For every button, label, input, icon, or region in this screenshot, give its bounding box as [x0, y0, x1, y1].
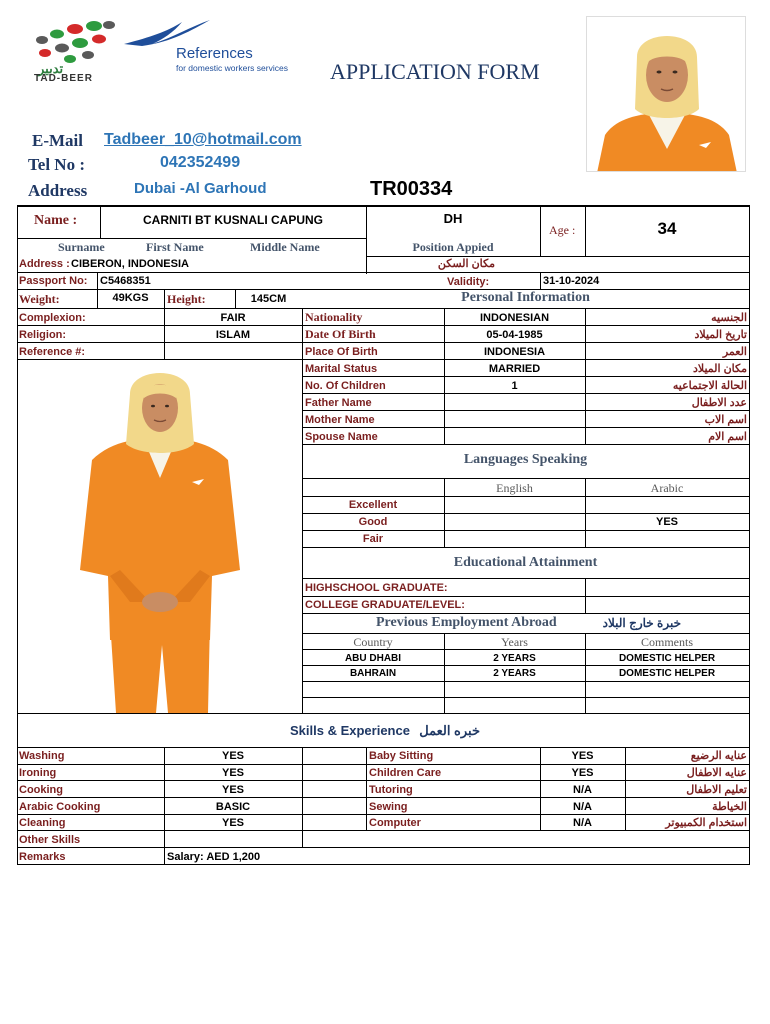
passport-label: Passport No:	[19, 275, 88, 287]
email-label: E-Mail	[32, 131, 83, 150]
skill-babysitting-ar: عنايه الرضيع	[690, 750, 747, 762]
age-value: 34	[657, 219, 677, 238]
remarks-label: Remarks	[19, 851, 66, 863]
surname-label: Surname	[58, 240, 105, 254]
tel-value: 042352499	[160, 154, 241, 171]
skill-childcare-label: Children Care	[369, 767, 442, 779]
skills-title: Skills & Experience	[290, 723, 410, 738]
skill-babysitting-value: YES	[571, 750, 594, 762]
education-highschool: HIGHSCHOOL GRADUATE:	[305, 582, 448, 594]
other-skills-label: Other Skills	[19, 834, 81, 846]
skill-tutoring-value: N/A	[573, 784, 592, 796]
complexion-value: FAIR	[220, 312, 246, 324]
employment-years: 2 YEARS	[493, 668, 536, 679]
employment-years: 2 YEARS	[493, 653, 536, 664]
weight-label: Weight:	[19, 292, 60, 306]
name-label: Name :	[34, 213, 78, 228]
position-value: DH	[443, 211, 463, 226]
spouse-ar: اسم الام	[708, 431, 747, 443]
children-ar: الحالة الاجتماعيه	[672, 380, 747, 392]
skill-arabic-cooking-label: Arabic Cooking	[19, 801, 101, 813]
employment-comment: DOMESTIC HELPER	[618, 668, 716, 679]
skill-ironing-value: YES	[221, 767, 244, 779]
mother-label: Mother Name	[305, 414, 375, 426]
marital-ar: مكان الميلاد	[692, 363, 747, 375]
skill-childcare-value: YES	[571, 767, 594, 779]
skill-tutoring-ar: تعليم الاطفال	[686, 784, 747, 796]
nationality-value: INDONESIAN	[479, 312, 550, 324]
religion-label: Religion:	[19, 329, 67, 341]
page-title: APPLICATION FORM	[330, 59, 540, 84]
tel-label: Tel No :	[28, 155, 85, 174]
bird-icon	[122, 18, 212, 48]
education-title: Educational Attainment	[453, 555, 598, 570]
marital-value: MARRIED	[488, 363, 541, 375]
address-value: Dubai -Al Garhoud	[134, 180, 267, 197]
skill-sewing-ar: الخياطة	[712, 801, 747, 813]
reference-label: Reference #:	[19, 346, 86, 358]
languages-title: Languages Speaking	[463, 452, 588, 467]
spouse-label: Spouse Name	[305, 431, 378, 443]
skill-washing-label: Washing	[19, 750, 65, 762]
person-portrait-icon	[587, 17, 746, 172]
skill-ironing-label: Ironing	[19, 767, 57, 779]
father-ar: عدد الاطفال	[691, 397, 747, 409]
lang-level-good: Good	[358, 516, 388, 528]
birthplace-value: INDONESIA	[483, 346, 546, 358]
remarks-value: Salary: AED 1,200	[167, 851, 261, 863]
employment-comment: DOMESTIC HELPER	[618, 653, 716, 664]
skill-sewing-label: Sewing	[369, 801, 408, 813]
employment-years-header: Years	[501, 635, 528, 649]
height-label: Height:	[167, 292, 206, 306]
skill-arabic-cooking-value: BASIC	[215, 801, 251, 813]
fullbody-photo	[70, 370, 250, 713]
skill-computer-ar: استخدام الكمبيوتر	[665, 817, 747, 829]
tadbeer-text: TAD-BEER	[34, 73, 93, 84]
personal-info-title: Personal Information	[461, 290, 590, 305]
dob-label: Date Of Birth	[305, 327, 376, 341]
dob-ar: تاريخ الميلاد	[694, 329, 747, 341]
person-fullbody-icon	[70, 370, 250, 713]
tadbeer-logo	[30, 16, 125, 84]
lang-good-arabic: YES	[655, 516, 678, 528]
children-label: No. Of Children	[305, 380, 386, 392]
skill-computer-label: Computer	[369, 817, 421, 829]
birthplace-ar: العمر	[722, 346, 747, 358]
reference-code: TR00334	[370, 178, 453, 200]
employment-comments-header: Comments	[640, 635, 693, 649]
lang-arabic-header: Arabic	[650, 481, 684, 495]
employment-country: ABU DHABI	[344, 653, 402, 664]
skill-cooking-value: YES	[221, 784, 244, 796]
address-row-label: Address :	[19, 258, 70, 270]
middle-name-label: Middle Name	[250, 240, 320, 254]
tadbeer-dots-icon	[30, 16, 125, 66]
mother-ar: اسم الاب	[704, 414, 747, 426]
references-sub: for domestic workers services	[176, 63, 288, 73]
complexion-label: Complexion:	[19, 312, 86, 324]
birthplace-label: Place Of Birth	[305, 346, 378, 358]
skills-title-ar: خبره العمل	[419, 723, 480, 738]
education-college: COLLEGE GRADUATE/LEVEL:	[305, 599, 465, 611]
position-label: Position Appied	[412, 240, 494, 254]
employment-country-header: Country	[353, 635, 393, 649]
religion-value: ISLAM	[215, 329, 251, 341]
skill-babysitting-label: Baby Sitting	[369, 750, 434, 762]
lang-level-fair: Fair	[362, 533, 384, 545]
employment-country: BAHRAIN	[349, 668, 397, 679]
validity-value: 31-10-2024	[543, 275, 600, 287]
children-value: 1	[511, 380, 518, 392]
first-name-label: First Name	[146, 240, 204, 254]
skill-washing-value: YES	[221, 750, 244, 762]
residence-arabic: مكان السكن	[437, 258, 495, 270]
references-title: References	[176, 45, 253, 62]
portrait-photo-small	[586, 16, 746, 172]
passport-value: C5468351	[100, 275, 151, 287]
dob-value: 05-04-1985	[486, 329, 543, 341]
name-value: CARNITI BT KUSNALI CAPUNG	[143, 213, 323, 227]
marital-label: Marital Status	[305, 363, 378, 375]
skill-cooking-label: Cooking	[19, 784, 63, 796]
skill-computer-value: N/A	[573, 817, 592, 829]
height-value: 145CM	[250, 293, 287, 305]
skill-sewing-value: N/A	[573, 801, 592, 813]
employment-title-ar: خبرة خارج البلاد	[602, 616, 681, 630]
email-value[interactable]: Tadbeer_10@hotmail.com	[104, 131, 302, 148]
age-label: Age :	[549, 223, 576, 237]
skill-childcare-ar: عنايه الاطفال	[686, 767, 747, 779]
tadbeer-arabic: تدبير	[38, 61, 64, 76]
skill-tutoring-label: Tutoring	[369, 784, 413, 796]
father-label: Father Name	[305, 397, 372, 409]
skill-cleaning-label: Cleaning	[19, 817, 66, 829]
address-label: Address	[28, 181, 88, 200]
nationality-ar: الجنسيه	[711, 312, 747, 324]
address-row-value: CIBERON, INDONESIA	[71, 258, 189, 270]
validity-label: Validity:	[447, 276, 490, 288]
references-logo	[122, 18, 307, 78]
weight-value: 49KGS	[112, 292, 149, 304]
employment-title: Previous Employment Abroad	[376, 615, 557, 630]
lang-level-excellent: Excellent	[348, 499, 398, 511]
lang-english-header: English	[496, 481, 533, 495]
nationality-label: Nationality	[305, 310, 363, 324]
skill-cleaning-value: YES	[221, 817, 244, 829]
